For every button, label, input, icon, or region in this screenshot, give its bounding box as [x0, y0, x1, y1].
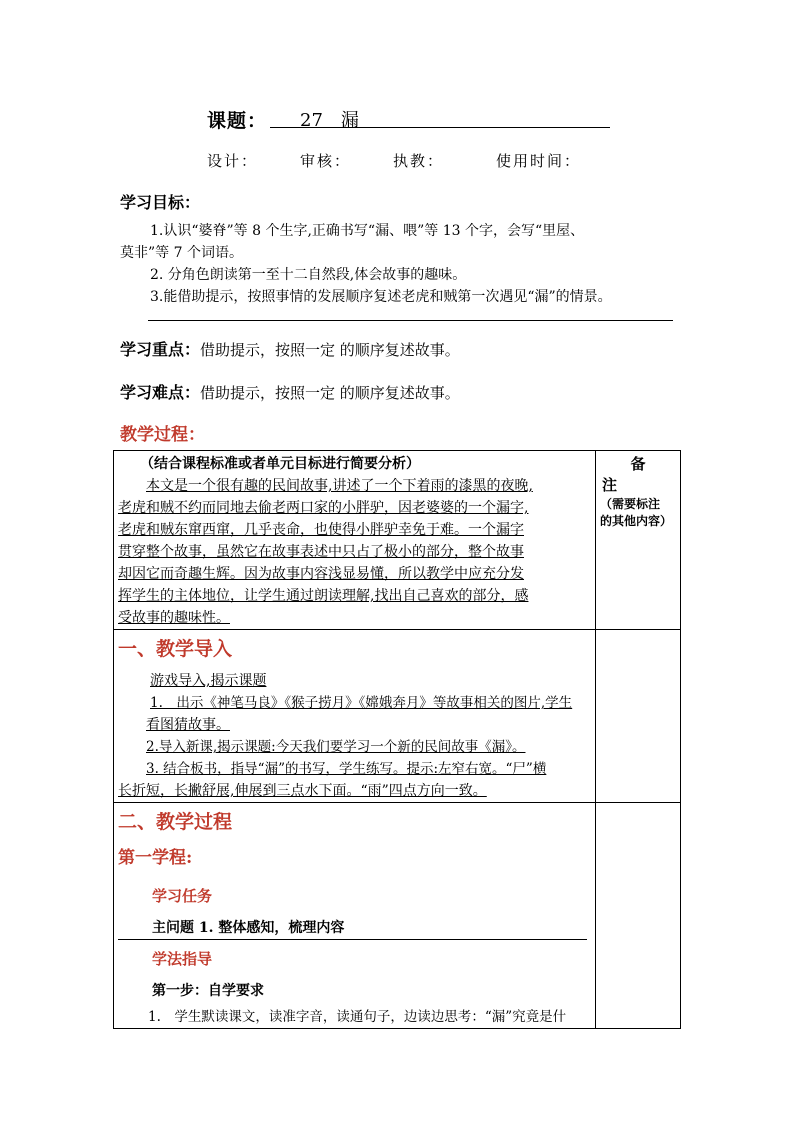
notes-sub-2: 的其他内容）	[600, 514, 673, 528]
difficult-point-label: 学习难点：	[120, 383, 201, 402]
intro-line: 长折短，长撇舒展,伸展到三点水下面。“雨”四点方向一致。	[118, 783, 487, 799]
teach-label: 执教：	[393, 152, 445, 170]
analysis-title: （结合课程标准或者单元目标进行简要分析）	[140, 456, 420, 472]
stage1-heading: 第一学程:	[118, 848, 193, 868]
intro-line: 看图猜故事。	[146, 717, 230, 733]
key-point-label: 学习重点：	[120, 340, 201, 359]
notes-cell-3	[596, 803, 681, 1029]
time-label: 使用时间：	[496, 152, 582, 170]
objective-1b: 莫非”等 7 个词语。	[120, 245, 243, 261]
difficult-point	[120, 380, 460, 403]
key-point	[120, 337, 460, 360]
intro-line: 1. 出示《神笔马良》《猴子捞月》《嫦娥奔月》等故事相关的图片,学生	[150, 695, 573, 711]
notes-title-1: 备	[630, 455, 646, 473]
section2-heading: 二、教学过程	[118, 811, 233, 833]
objective-3: 3.能借助提示，按照事情的发展顺序复述老虎和贼第一次遇见“漏”的情景。	[150, 289, 612, 305]
divider	[148, 320, 673, 321]
notes-cell	[596, 451, 681, 630]
method-heading: 学法指导	[152, 950, 213, 968]
process-heading: 教学过程：	[120, 425, 205, 445]
analysis-line: 贯穿整个故事，虽然它在故事表述中只占了极小的部分，整个故事	[118, 544, 524, 560]
title-label: 课题：	[207, 110, 268, 132]
analysis-line: 本文是一个很有趣的民间故事,讲述了一个下着雨的漆黑的夜晚,	[146, 478, 533, 494]
step1-item: 1. 学生默读课文，读准字音，读通句子，边读边思考：“漏”究竟是什	[148, 1009, 567, 1025]
analysis-cell	[114, 451, 596, 630]
notes-sub-1: （需要标注	[600, 497, 661, 511]
analysis-line: 老虎和贼不约而同地去偷老两口家的小胖驴，因老婆婆的一个漏字,	[118, 500, 529, 516]
title-underline	[270, 127, 610, 128]
analysis-line: 挥学生的主体地位，让学生通过朗读理解,找出自己喜欢的部分，感	[118, 588, 529, 604]
objective-2: 2. 分角色朗读第一至十二自然段,体会故事的趣味。	[150, 267, 467, 283]
intro-line: 2.导入新课,揭示课题:今天我们要学习一个新的民间故事《漏》。	[146, 739, 526, 755]
analysis-line: 受故事的趣味性。	[118, 610, 230, 626]
process-cell	[114, 803, 596, 1029]
key-point-text: 借助提示，按照一定 的顺序复述故事。	[200, 341, 460, 359]
main-question-text: 主问题 1. 整体感知，梳理内容	[152, 920, 345, 936]
analysis-line: 却因它而奇趣生辉。因为故事内容浅显易懂，所以教学中应充分发	[118, 566, 524, 582]
notes-cell-2	[596, 630, 681, 803]
task-heading: 学习任务	[152, 887, 213, 905]
review-label: 审核：	[300, 152, 352, 170]
notes-title-2: 注	[602, 476, 618, 494]
intro-cell	[114, 630, 596, 803]
objectives-heading: 学习目标：	[120, 193, 201, 212]
design-label: 设计：	[207, 152, 259, 170]
section1-heading: 一、教学导入	[118, 638, 233, 660]
step1-heading: 第一步：自学要求	[152, 983, 264, 999]
lesson-table	[113, 450, 681, 1029]
objective-1a: 1.认识“婆脊”等 8 个生字,正确书写“漏、喂”等 13 个字，会写“里屋、	[150, 223, 585, 239]
intro-line: 3. 结合板书，指导“漏”的书写，学生练写。提示:左窄右宽。“尸”横	[146, 761, 547, 777]
intro-line: 游戏导入,揭示课题	[150, 673, 267, 689]
analysis-line: 老虎和贼东窜西窜，几乎丧命，也使得小胖驴幸免于难。一个漏字	[118, 522, 524, 538]
difficult-point-text: 借助提示，按照一定 的顺序复述故事。	[200, 384, 460, 402]
main-question	[118, 917, 587, 940]
title-value: 27 漏	[300, 110, 359, 131]
